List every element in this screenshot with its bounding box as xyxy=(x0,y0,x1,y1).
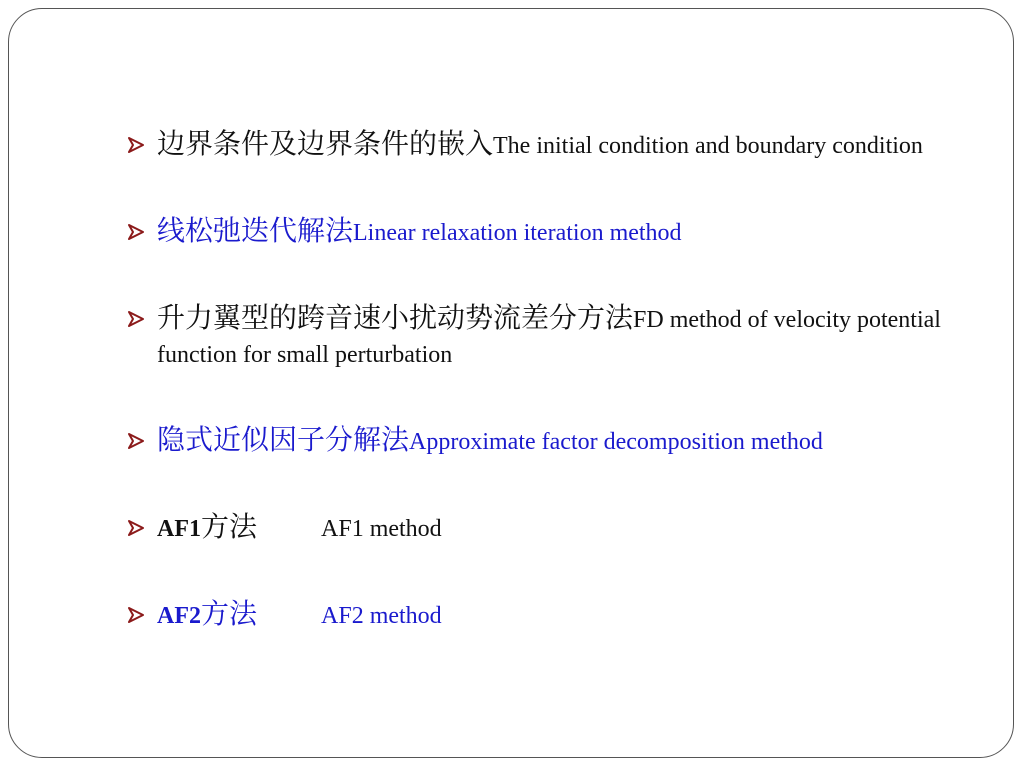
bullet-item-approximate-factor xyxy=(127,423,967,461)
item-en-text: Linear relaxation iteration method xyxy=(353,220,682,246)
bullet-item-af1 xyxy=(127,510,967,548)
arrow-bullet-icon xyxy=(127,519,145,537)
arrow-bullet-icon xyxy=(127,432,145,450)
item-zh-text: 方法 xyxy=(201,597,258,630)
bullet-item-initial-condition xyxy=(127,127,967,165)
arrow-bullet-icon xyxy=(127,310,145,328)
item-bold-code: AF2 xyxy=(157,603,201,629)
arrow-bullet-icon xyxy=(127,606,145,624)
item-en-text: AF1 method xyxy=(321,516,442,542)
bullet-list xyxy=(127,127,967,635)
bullet-item-af2 xyxy=(127,597,967,635)
arrow-bullet-icon xyxy=(127,223,145,241)
item-zh-text: 方法 xyxy=(201,510,258,543)
item-en-text: FD method of velocity potential function for small perturbation xyxy=(157,307,941,368)
item-en-text: AF2 method xyxy=(321,603,442,629)
item-zh-text: 隐式近似因子分解法 xyxy=(157,423,410,456)
item-zh-text: 升力翼型的跨音速小扰动势流差分方法 xyxy=(157,301,634,334)
slide-frame xyxy=(8,8,1014,758)
item-en-text: The initial condition and boundary condition xyxy=(493,133,923,159)
item-bold-code: AF1 xyxy=(157,516,201,542)
bullet-item-linear-relaxation xyxy=(127,214,967,252)
item-en-text: Approximate factor decomposition method xyxy=(409,429,823,455)
arrow-bullet-icon xyxy=(127,136,145,154)
bullet-item-fd-method xyxy=(127,301,967,374)
item-zh-text: 线松弛迭代解法 xyxy=(157,214,354,247)
item-zh-text: 边界条件及边界条件的嵌入 xyxy=(157,127,494,160)
